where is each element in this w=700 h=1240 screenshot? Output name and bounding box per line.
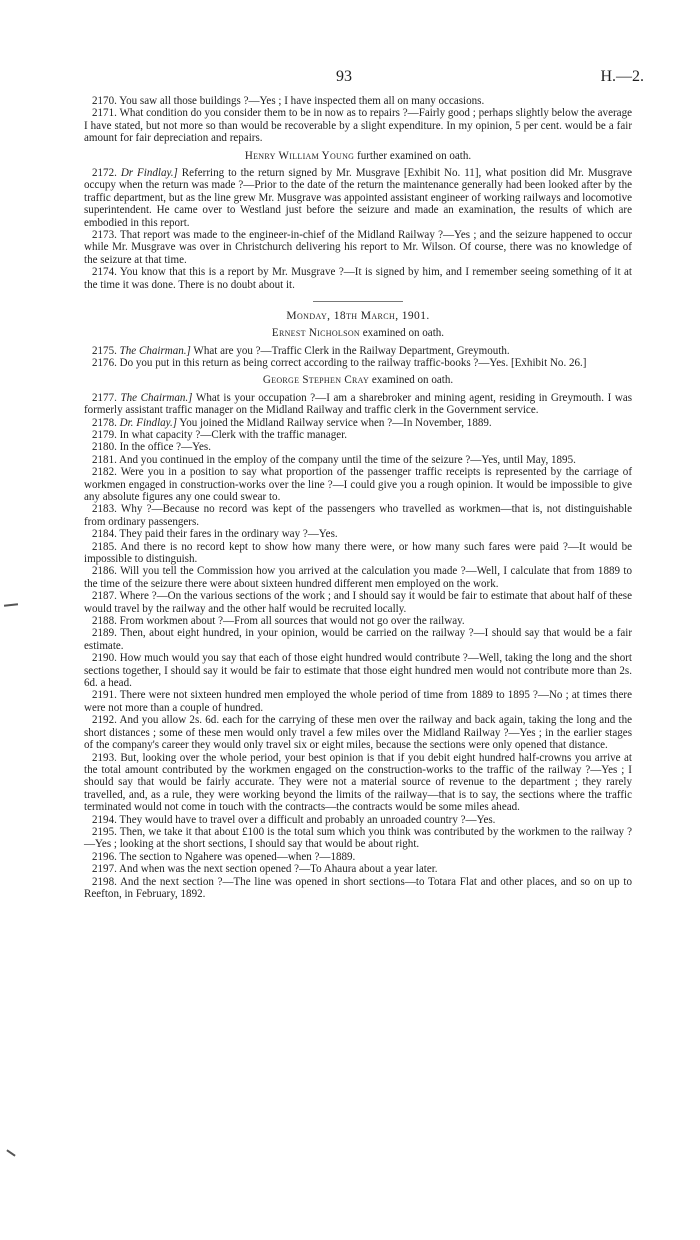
question-text: What are you ?—Traffic Clerk in the Railway Department, Greymouth. [193, 344, 510, 357]
question-text: Do you put in this return as being correct according to the railway traffic-books ?—Yes. [Exhibit No. 26.] [119, 356, 587, 369]
question-text: Then, about eight hundred, in your opinion, would be carried on the railway ?—I should say that would be a fair estimate. [84, 627, 632, 652]
question-paragraph [84, 441, 632, 453]
page-number: 93 [336, 68, 352, 85]
question-number: 2183. [92, 503, 117, 516]
question-text: Where ?—On the various sections of the work ; and I should say it would be fair to estimate that about half of these would travel by the railway and the other half would be recruited locally. [84, 590, 633, 615]
question-paragraph [84, 652, 632, 689]
speaker: The Chairman.] [120, 391, 193, 404]
witness-note: further examined on oath. [357, 149, 472, 162]
question-number: 2193. [92, 751, 117, 764]
question-number: 2178. [92, 416, 117, 429]
question-text: But, looking over the whole period, your best opinion is that if you debit eight hundred half-crowns you arrive at the total amount contributed by the workmen engaged on the construction-works to the traffic of the railway ?—Yes ; I should say that would be fairly accurate. They were not a material source of revenue to the department ; they rarely travelled, and, as a rule, they were working beyond the limits of the railway—that is to say, the sections where the traffic terminated would not come in touch with the contracts—the contracts would be some miles ahead. [84, 751, 632, 814]
witness-note: examined on oath. [362, 327, 445, 340]
question-text: Will you tell the Commission how you arrived at the calculation you made ?—Well, I calculate that from 1889 to the time of the seizure there were about sixteen hundred different men employed on the work. [84, 565, 632, 590]
question-paragraph [84, 851, 632, 863]
question-text: There were not sixteen hundred men employed the whole period of time from 1889 to 1895 ?—No ; at times there were not more than a couple of hundred. [84, 689, 633, 714]
question-number: 2177. [92, 391, 117, 404]
question-text: What condition do you consider them to be in now as to repairs ?—Fairly good ; perhaps slightly below the average I have stated, but not more so than would be recoverable by a slight expenditure. In my opinion, 5 per cent. would be a fair amount for fair depreciation and repairs. [84, 107, 632, 145]
question-text: What is your occupation ?—I am a sharebroker and mining agent, residing in Greymouth. I was formerly assistant traffic manager on the Midland Railway and traffic clerk in the Government service. [84, 391, 633, 417]
question-number: 2176. [92, 356, 117, 369]
question-paragraph [84, 590, 632, 615]
question-text: In the office ?—Yes. [119, 441, 211, 454]
question-number: 2172. [92, 167, 117, 180]
question-number: 2182. [92, 466, 117, 479]
question-paragraph [84, 752, 632, 814]
question-paragraph [84, 714, 632, 751]
question-number: 2191. [92, 689, 117, 702]
speaker: Dr Findlay.] [120, 167, 178, 180]
testimony-block-2 [84, 167, 632, 291]
question-text: Then, we take it that about £100 is the total sum which you think was contributed by the workmen to the railway ?—Yes ; looking at the short sections, I should say that would be about right. [84, 825, 632, 851]
question-text: And you allow 2s. 6d. each for the carrying of these men over the railway and back again, taking the long and the short distances ; some of these men would only travel a few miles over the Midland Railway ?—Yes ; in the earlier stages of the company's career they would only travel six or eight miles, because the sections were only opened that distance. [84, 714, 632, 752]
question-paragraph [84, 429, 632, 441]
question-number: 2197. [92, 863, 117, 876]
witness-heading [84, 374, 632, 386]
question-number: 2170. [92, 95, 117, 107]
question-paragraph [84, 627, 632, 652]
question-text: You know that this is a report by Mr. Musgrave ?—It is signed by him, and I remember seeing something of it at the time it was done. There is no doubt about it. [84, 266, 632, 291]
speaker: Dr. Findlay.] [119, 416, 178, 429]
witness-name: George Stephen Cray [262, 374, 370, 387]
question-paragraph [84, 454, 632, 466]
question-paragraph [84, 689, 632, 714]
page-header [84, 0, 644, 95]
question-number: 2194. [92, 813, 117, 826]
question-paragraph [84, 392, 632, 417]
question-number: 2184. [92, 528, 117, 541]
question-text: Were you in a position to say what proportion of the passenger traffic receipts is represented by the carriage of workmen engaged in construction-works over the line ?—I could give you a rough opinion. It would be impossible to give any absolute figures any one could swear to. [84, 466, 633, 503]
question-number: 2180. [92, 441, 117, 454]
question-text: They paid their fares in the ordinary way ?—Yes. [119, 528, 338, 541]
testimony-block-1 [84, 95, 632, 145]
margin-mark [4, 603, 18, 606]
question-paragraph [84, 863, 632, 875]
question-number: 2171. [92, 107, 117, 120]
document-page [84, 0, 644, 900]
question-paragraph [84, 229, 632, 266]
question-paragraph [84, 814, 632, 826]
question-paragraph [84, 357, 632, 369]
witness-name: Henry William Young [244, 149, 355, 162]
question-number: 2192. [92, 714, 117, 727]
question-number: 2190. [92, 652, 117, 665]
question-paragraph [84, 876, 632, 901]
question-number: 2188. [92, 615, 117, 628]
question-number: 2185. [92, 540, 117, 553]
question-text: Referring to the return signed by Mr. Musgrave [Exhibit No. 11], what position did Mr. Musgrave occupy when the return was made ?—Prior to the date of the return the maintenance generally had been looked after by the traffic department, but as the line grew Mr. Musgrave was appointed assistant engineer of working railways and locomotive superintendent. He came over to Westland just before the seizure and made an examination, the results of which are embodied in this report. [84, 167, 632, 229]
testimony-block-4 [84, 392, 632, 901]
question-number: 2196. [92, 850, 117, 863]
margin-mark [6, 1149, 15, 1156]
question-text: You saw all those buildings ?—Yes ; I have inspected them all on many occasions. [119, 95, 485, 107]
question-paragraph [84, 528, 632, 540]
question-paragraph [84, 167, 632, 229]
question-text: And the next section ?—The line was opened in short sections—to Totara Flat and other places, and so on up to Reefton, in February, 1892. [84, 875, 632, 900]
question-text: From workmen about ?—From all sources that would not go over the railway. [119, 615, 465, 628]
section-divider [313, 301, 403, 302]
question-paragraph [84, 466, 632, 503]
question-paragraph [84, 826, 632, 851]
witness-note: examined on oath. [371, 374, 454, 387]
question-paragraph [84, 95, 632, 107]
speaker: The Chairman.] [119, 344, 191, 357]
question-text: And you continued in the employ of the company until the time of the seizure ?—Yes, until May, 1895. [119, 453, 576, 466]
question-text: In what capacity ?—Clerk with the traffic manager. [119, 428, 348, 441]
question-number: 2175. [92, 344, 117, 357]
question-paragraph [84, 615, 632, 627]
question-text: Why ?—Because no record was kept of the passengers who travelled as workmen—that is, not distinguishable from ordinary passengers. [84, 503, 632, 528]
question-number: 2174. [92, 266, 117, 279]
question-number: 2189. [92, 627, 117, 640]
question-paragraph [84, 107, 632, 144]
testimony-block-3 [84, 345, 632, 370]
question-paragraph [84, 503, 632, 528]
witness-heading [84, 327, 632, 339]
date-heading: Monday, 18th March, 1901. [286, 310, 430, 323]
question-number: 2198. [92, 875, 117, 888]
question-text: How much would you say that each of those eight hundred would contribute ?—Well, taking the long and the short sections together, I should say it would be fair to estimate that those eight hundred men would not contribute more than 2s. 6d. a head. [84, 652, 633, 690]
question-text: The section to Ngahere was opened—when ?—1889. [119, 850, 356, 863]
question-paragraph [84, 565, 632, 590]
question-paragraph [84, 541, 632, 566]
question-number: 2186. [92, 565, 117, 578]
question-paragraph [84, 417, 632, 429]
witness-heading [84, 150, 632, 162]
question-text: You joined the Midland Railway service when ?—In November, 1889. [179, 416, 492, 429]
question-text: That report was made to the engineer-in-chief of the Midland Railway ?—Yes ; and the seizure happened to occur while Mr. Musgrave was over in Christchurch delivering his report to Mr. Wilson. Of course, there was no knowledge of the seizure at that time. [84, 229, 633, 266]
question-text: And there is no record kept to show how many there were, or how many such fares were paid ?—It would be impossible to distinguish. [84, 540, 633, 565]
document-reference: H.—2. [600, 68, 644, 85]
question-number: 2195. [92, 825, 117, 838]
question-number: 2187. [92, 590, 117, 603]
question-paragraph [84, 266, 632, 291]
question-paragraph [84, 345, 632, 357]
question-number: 2181. [92, 453, 117, 466]
question-text: And when was the next section opened ?—To Ahaura about a year later. [119, 863, 438, 876]
witness-name: Ernest Nicholson [271, 327, 360, 340]
question-number: 2179. [92, 428, 117, 441]
question-text: They would have to travel over a difficult and probably an unroaded country ?—Yes. [119, 813, 496, 826]
question-number: 2173. [92, 229, 117, 242]
